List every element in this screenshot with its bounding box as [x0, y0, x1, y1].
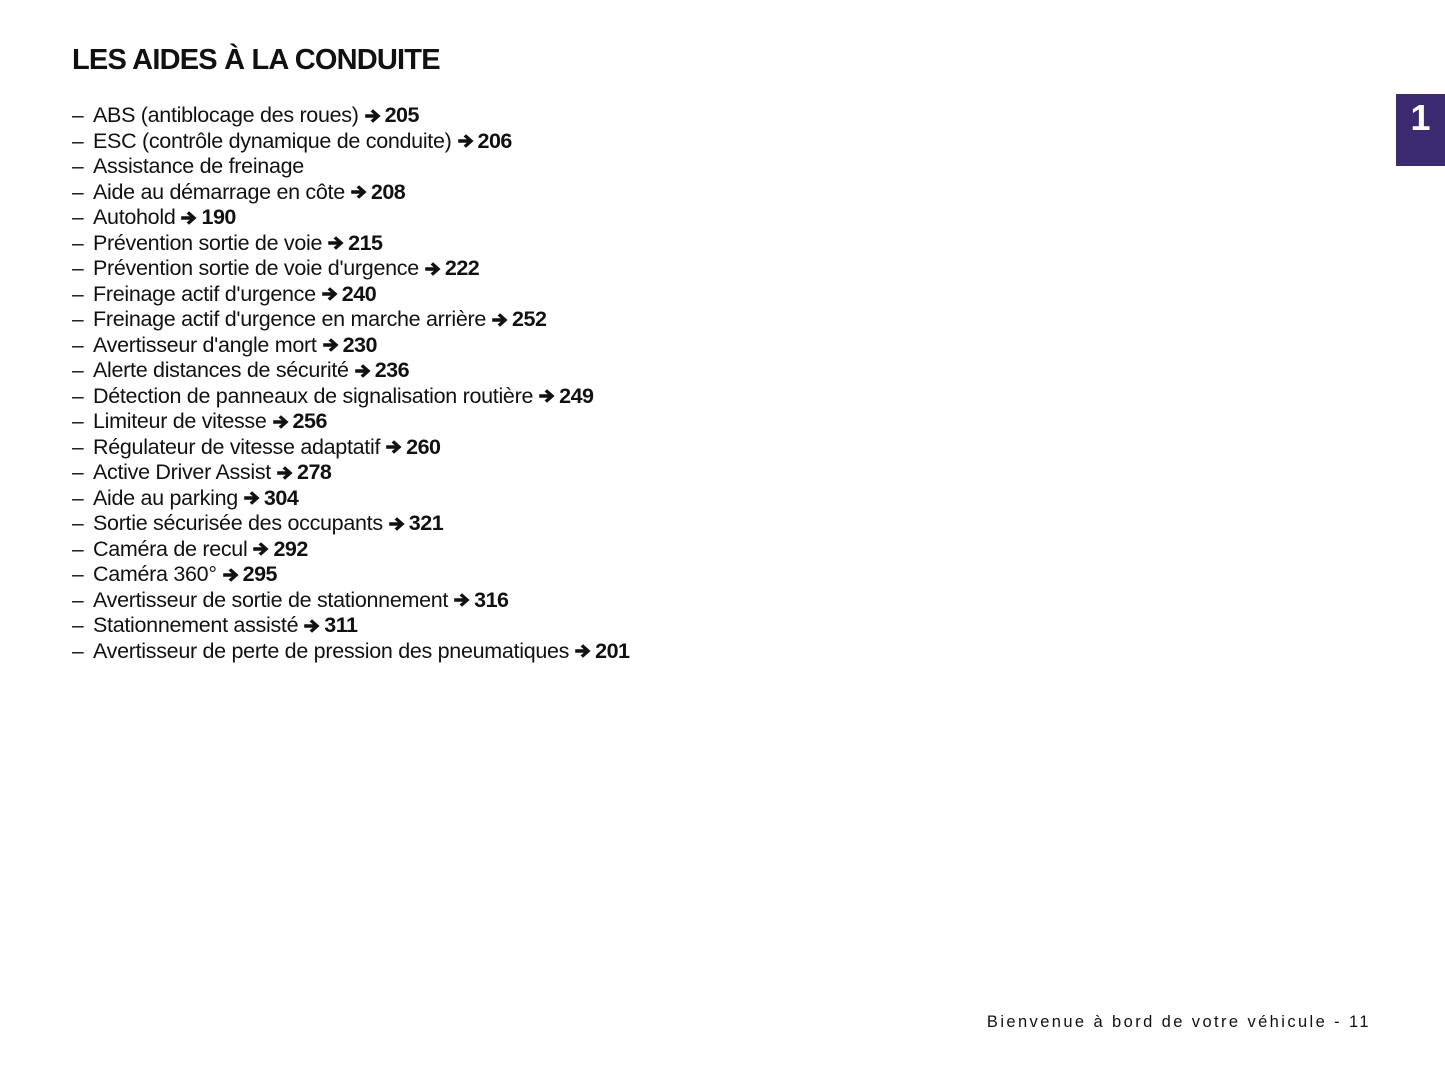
arrow-right-icon	[364, 108, 382, 124]
page-reference-link[interactable]: 222	[444, 256, 480, 280]
page-reference-link[interactable]: 304	[263, 485, 299, 510]
page-reference-link[interactable]: 215	[348, 230, 383, 255]
item-label: Avertisseur de perte de pression des pneumatiques	[93, 638, 570, 663]
arrow-right-icon	[303, 618, 321, 634]
arrow-right-icon	[453, 592, 471, 608]
list-item[interactable]	[72, 333, 630, 359]
item-label: Stationnement assisté	[93, 613, 299, 637]
arrow-right-icon	[350, 184, 368, 200]
list-bullet: –	[72, 384, 84, 408]
item-label: Assistance de freinage	[93, 154, 304, 178]
item-label: Alerte distances de sécurité	[93, 358, 349, 382]
list-bullet: –	[72, 104, 84, 127]
list-item[interactable]	[72, 282, 630, 308]
arrow-right-icon	[538, 388, 556, 404]
list-bullet: –	[72, 231, 84, 255]
list-bullet: –	[72, 359, 84, 382]
list-bullet: –	[72, 461, 84, 484]
arrow-right-icon	[354, 363, 372, 379]
page-reference-link[interactable]: 295	[242, 562, 277, 586]
list-item[interactable]	[72, 537, 630, 563]
page-reference-link[interactable]: 230	[342, 332, 377, 357]
page-reference-link[interactable]: 278	[296, 460, 332, 484]
item-label: Active Driver Assist	[93, 460, 271, 484]
list-item[interactable]	[72, 358, 630, 384]
arrow-right-icon	[180, 210, 198, 226]
list-bullet: –	[72, 614, 84, 637]
list-bullet: –	[72, 639, 84, 663]
list-bullet: –	[72, 282, 84, 306]
page-reference-link[interactable]: 316	[474, 587, 509, 612]
item-label: Sortie sécurisée des occupants	[93, 511, 383, 535]
item-label: Freinage actif d'urgence en marche arrière	[93, 307, 487, 331]
item-label: Régulateur de vitesse adaptatif	[93, 434, 381, 459]
item-label: Aide au démarrage en côte	[93, 179, 345, 204]
list-bullet: –	[72, 410, 84, 433]
page-reference-link[interactable]: 201	[595, 638, 630, 663]
page-reference-link[interactable]: 240	[341, 281, 377, 306]
item-label: Limiteur de vitesse	[93, 409, 267, 433]
list-item[interactable]	[72, 435, 630, 461]
item-label: ABS (antiblocage des roues)	[93, 103, 359, 127]
list-bullet: –	[72, 333, 84, 357]
arrow-right-icon	[388, 516, 406, 532]
list-item[interactable]	[72, 639, 630, 665]
item-label: Prévention sortie de voie d'urgence	[93, 256, 419, 280]
list-bullet: –	[72, 588, 84, 612]
chapter-number: 1	[1410, 97, 1431, 138]
list-item[interactable]	[72, 511, 630, 537]
list-item[interactable]	[72, 409, 630, 435]
list-item[interactable]	[72, 231, 630, 257]
page-reference-link[interactable]: 311	[324, 613, 358, 637]
list-item[interactable]	[72, 562, 630, 588]
chapter-tab[interactable]	[1396, 94, 1445, 166]
item-label: Freinage actif d'urgence	[93, 281, 316, 306]
page-reference-link[interactable]: 190	[201, 205, 236, 229]
page-reference-link[interactable]: 236	[374, 358, 410, 382]
list-item[interactable]	[72, 486, 630, 512]
item-label: Avertisseur de sortie de stationnement	[93, 587, 449, 612]
item-label: Prévention sortie de voie	[93, 230, 323, 255]
arrow-right-icon	[385, 439, 403, 455]
item-label: Aide au parking	[93, 485, 238, 510]
list-item[interactable]	[72, 307, 630, 333]
list-item[interactable]	[72, 129, 630, 155]
item-label: Autohold	[93, 205, 176, 229]
list-bullet: –	[72, 155, 84, 178]
list-item[interactable]	[72, 384, 630, 410]
item-label: ESC (contrôle dynamique de conduite)	[93, 128, 452, 153]
arrow-right-icon	[276, 465, 294, 481]
page-reference-link[interactable]: 292	[273, 536, 308, 561]
page-title: LES AIDES À LA CONDUITE	[72, 44, 440, 76]
list-item[interactable]	[72, 180, 630, 206]
list-bullet: –	[72, 563, 84, 586]
list-bullet: –	[72, 537, 84, 561]
page-reference-link[interactable]: 321	[408, 511, 444, 535]
arrow-right-icon	[574, 643, 592, 659]
arrow-right-icon	[424, 261, 442, 277]
list-bullet: –	[72, 206, 84, 229]
list-item[interactable]	[72, 256, 630, 282]
list-item[interactable]	[72, 154, 630, 180]
page-reference-link[interactable]: 252	[512, 307, 547, 331]
list-bullet: –	[72, 512, 84, 535]
list-bullet: –	[72, 180, 84, 204]
page-reference-link[interactable]: 206	[477, 128, 512, 153]
page-reference-link[interactable]: 205	[384, 103, 419, 127]
item-label: Caméra 360°	[93, 562, 217, 586]
page-reference-link[interactable]: 256	[292, 409, 327, 433]
arrow-right-icon	[252, 541, 270, 557]
list-bullet: –	[72, 129, 84, 153]
list-item[interactable]	[72, 103, 630, 129]
list-bullet: –	[72, 308, 84, 331]
page-reference-link[interactable]: 260	[406, 434, 441, 459]
item-label: Détection de panneaux de signalisation routière	[93, 383, 534, 408]
list-bullet: –	[72, 486, 84, 510]
page-reference-link[interactable]: 249	[559, 383, 594, 408]
list-item[interactable]	[72, 460, 630, 486]
arrow-right-icon	[327, 235, 345, 251]
page-reference-link[interactable]: 208	[370, 179, 406, 204]
arrow-right-icon	[321, 286, 339, 302]
item-label: Caméra de recul	[93, 536, 248, 561]
arrow-right-icon	[322, 337, 340, 353]
driving-aids-list	[72, 103, 630, 664]
arrow-right-icon	[457, 133, 475, 149]
arrow-right-icon	[272, 414, 290, 430]
item-label: Avertisseur d'angle mort	[93, 332, 317, 357]
list-item[interactable]	[72, 588, 630, 614]
list-bullet: –	[72, 257, 84, 280]
list-item[interactable]	[72, 613, 630, 639]
arrow-right-icon	[222, 567, 240, 583]
arrow-right-icon	[243, 490, 261, 506]
list-item[interactable]	[72, 205, 630, 231]
arrow-right-icon	[491, 312, 509, 328]
page-footer: Bienvenue à bord de votre véhicule - 11	[986, 1013, 1371, 1031]
list-bullet: –	[72, 435, 84, 459]
